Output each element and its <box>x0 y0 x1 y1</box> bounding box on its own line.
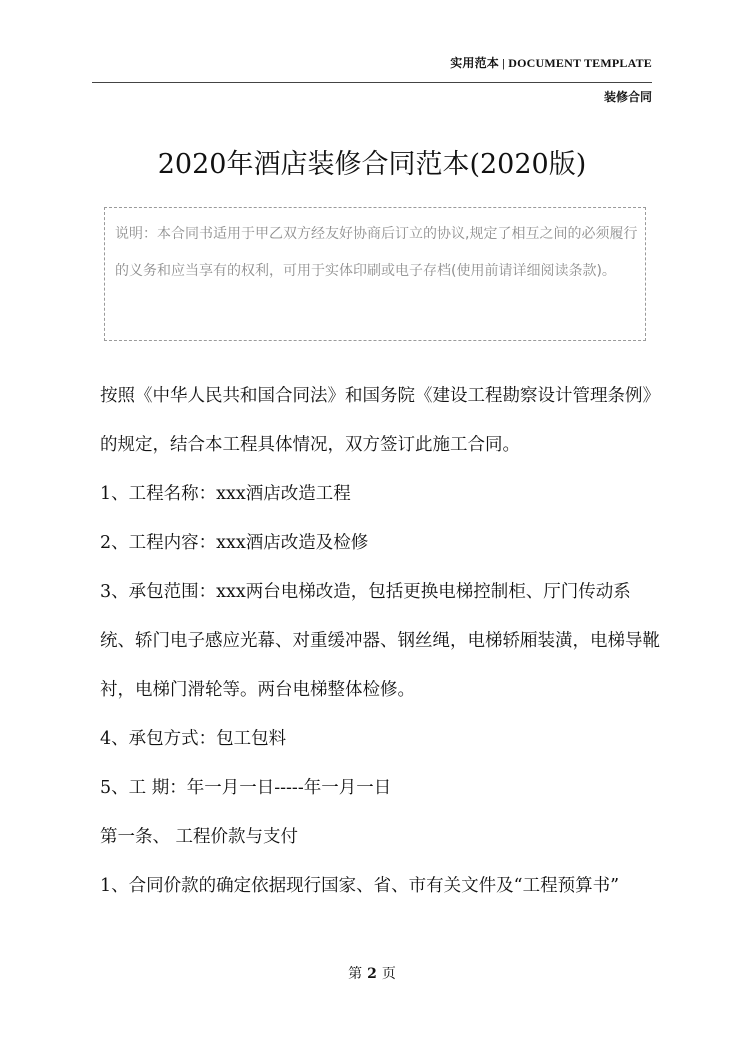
body-paragraph-scope: 3、承包范围：xxx两台电梯改造，包括更换电梯控制柜、厅门传动系统、轿门电子感应光幕、对重缓冲器、钢丝绳，电梯轿厢装潢，电梯导靴衬，电梯门滑轮等。两台电梯整体检修。 <box>100 582 660 700</box>
page-number-prefix: 第 <box>348 966 363 982</box>
header-template-label: 实用范本 | DOCUMENT TEMPLATE <box>450 56 652 70</box>
body-paragraph-method: 4、承包方式：包工包料 <box>100 729 287 749</box>
body-paragraph-price-basis: 1、合同价款的确定依据现行国家、省、市有关文件及“工程预算书” <box>100 876 620 896</box>
document-title: 2020年酒店装修合同范本(2020版) <box>157 149 587 180</box>
contract-body <box>100 372 660 911</box>
body-paragraph-article-1: 第一条、 工程价款与支付 <box>100 827 299 847</box>
page-number-suffix: 页 <box>381 966 396 982</box>
body-paragraph-intro: 按照《中华人民共和国合同法》和国务院《建设工程勘察设计管理条例》的规定，结合本工程具体情况，双方签订此施工合同。 <box>100 386 660 455</box>
header-divider <box>92 82 652 83</box>
body-paragraph-project-content: 2、工程内容：xxx酒店改造及检修 <box>100 533 369 553</box>
usage-note-box <box>104 207 646 341</box>
usage-note-text: 说明：本合同书适用于甲乙双方经友好协商后订立的协议,规定了相互之间的必须履行的义务和应当享有的权利，可用于实体印刷或电子存档(使用前请详细阅读条款)。 <box>115 226 638 279</box>
header-doc-type: 装修合同 <box>603 90 652 104</box>
body-paragraph-period: 5、工 期：年一月一日-----年一月一日 <box>100 778 392 798</box>
body-paragraph-project-name: 1、工程名称：xxx酒店改造工程 <box>100 484 351 504</box>
page-number-value: 2 <box>367 966 377 982</box>
page-number <box>0 963 744 983</box>
